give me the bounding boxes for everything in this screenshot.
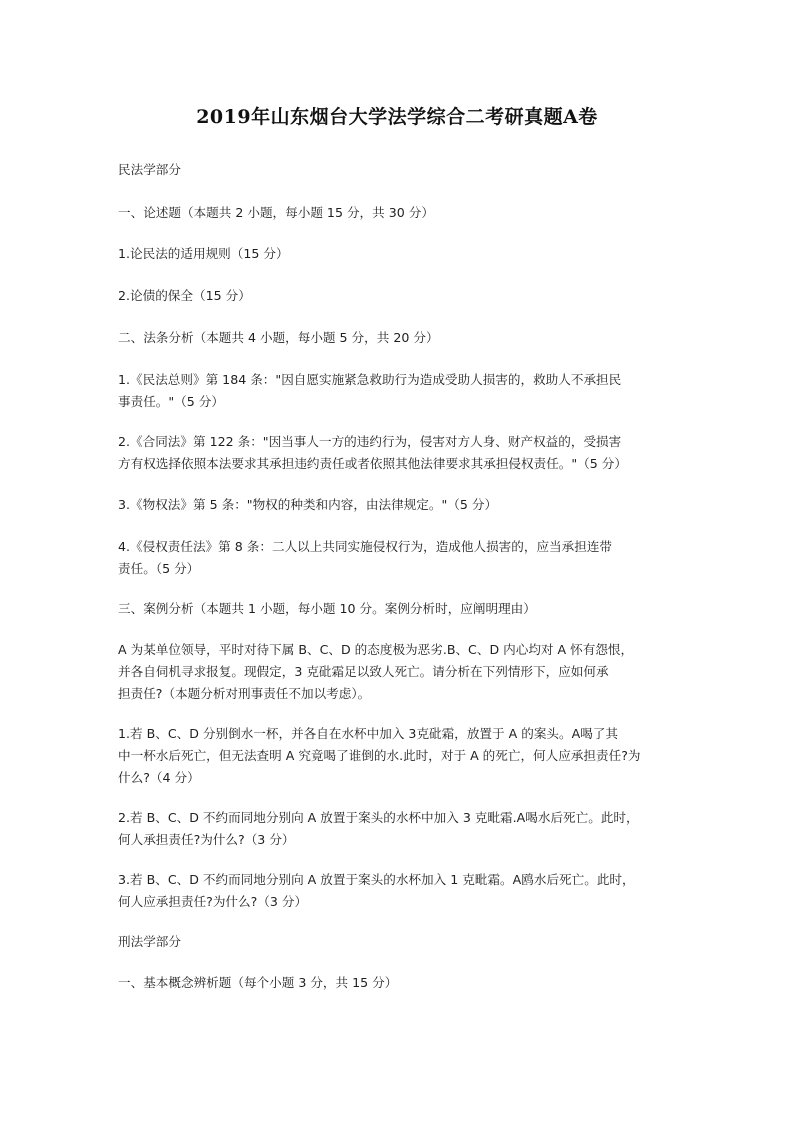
page-title: 2019年山东烟台大学法学综合二考研真题A卷 xyxy=(196,106,598,128)
essay-question-1: 1.论民法的适用规则（15 分） xyxy=(118,246,289,261)
case-intro xyxy=(118,639,698,705)
statute-section-heading: 二、法条分析（本题共 4 小题，每小题 5 分，共 20 分） xyxy=(118,330,439,345)
case-question-1-line-1: 1.若 B、C、D 分别倒水一杯，并各自在水杯中加入 3克砒霜，放置于 A 的案头。A喝了其 xyxy=(118,726,618,741)
case-question-3-line-1: 3.若 B、C、D 不约而同地分别向 A 放置于案头的水杯加入 1 克毗霜。A鸥水后死亡。此时， xyxy=(118,872,635,887)
statute-question-1 xyxy=(118,369,698,413)
concept-section-heading: 一、基本概念辨析题（每个小题 3 分，共 15 分） xyxy=(118,975,398,990)
case-question-3-line-2: 何人应承担责任?为什么?（3 分） xyxy=(118,894,308,909)
civil-law-heading: 民法学部分 xyxy=(118,162,181,177)
statute-question-4-line-1: 4.《侵权责任法》第 8 条：二人以上共同实施侵权行为，造成他人损害的，应当承担连带 xyxy=(118,539,613,554)
statute-question-2-line-2: 方有权选择依照本法要求其承担违约责任或者依照其他法律要求其承担侵权责任。"（5 分） xyxy=(118,456,627,471)
statute-question-2 xyxy=(118,431,698,475)
case-question-3 xyxy=(118,869,698,913)
case-question-2 xyxy=(118,807,698,851)
statute-question-2-line-1: 2.《合同法》第 122 条："因当事人一方的违约行为，侵害对方人身、财产权益的，受损害 xyxy=(118,434,622,449)
case-section-heading: 三、案例分析（本题共 1 小题，每小题 10 分。案例分析时，应阐明理由） xyxy=(118,601,536,616)
case-question-1 xyxy=(118,723,698,789)
statute-question-4-line-2: 责任。（5 分） xyxy=(118,561,200,576)
statute-question-4 xyxy=(118,536,698,580)
criminal-law-heading: 刑法学部分 xyxy=(118,934,181,949)
statute-question-1-line-2: 事责任。"（5 分） xyxy=(118,394,224,409)
statute-question-3: 3.《物权法》第 5 条："物权的种类和内容，由法律规定。"（5 分） xyxy=(118,497,498,512)
essay-section-heading: 一、论述题（本题共 2 小题，每小题 15 分，共 30 分） xyxy=(118,205,434,220)
case-question-2-line-1: 2.若 B、C、D 不约而同地分别向 A 放置于案头的水杯中加入 3 克毗霜.A喝水后死亡。此时， xyxy=(118,810,639,825)
case-question-2-line-2: 何人承担责任?为什么?（3 分） xyxy=(118,832,295,847)
essay-question-2: 2.论债的保全（15 分） xyxy=(118,288,251,303)
case-intro-line-1: A 为某单位领导，平时对待下属 B、C、D 的态度极为恶劣.B、C、D 内心均对 A 怀有怨恨， xyxy=(118,642,634,657)
case-intro-line-3: 担责任?（本题分析对刑事责任不加以考虑）。 xyxy=(118,686,371,701)
case-question-1-line-3: 什么?（4 分） xyxy=(118,770,200,785)
case-intro-line-2: 并各自伺机寻求报复。现假定，3 克砒霜足以致人死亡。请分析在下列情形下，应如何承 xyxy=(118,664,609,679)
case-question-1-line-2: 中一杯水后死亡，但无法查明 A 究竟喝了谁倒的水.此时，对于 A 的死亡，何人应承担责任?为 xyxy=(118,748,641,763)
statute-question-1-line-1: 1.《民法总则》第 184 条："因自愿实施紧急救助行为造成受助人损害的，救助人不承担民 xyxy=(118,372,622,387)
